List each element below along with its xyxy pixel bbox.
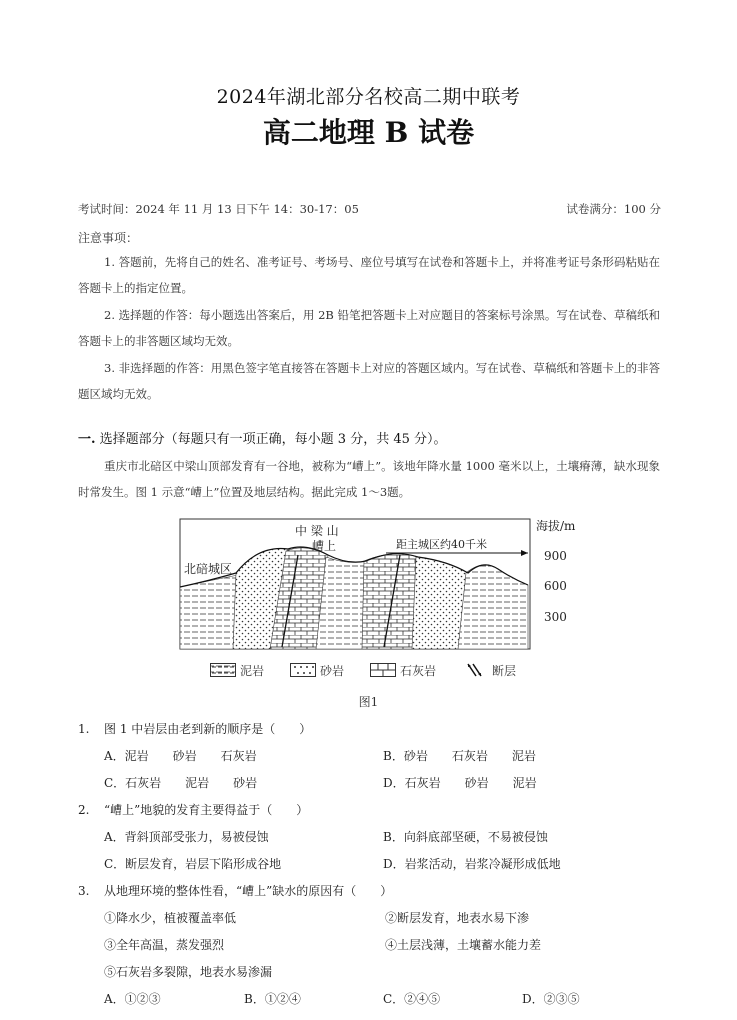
tick-600: 600: [544, 579, 567, 593]
exam-main-title: 高二地理 B 试卷: [262, 116, 475, 149]
q2-option-a[interactable]: A．背斜顶部受张力，易被侵蚀: [104, 830, 269, 844]
legend-sandstone-label: 砂岩: [320, 663, 345, 678]
q1-option-b[interactable]: B．砂岩 石灰岩 泥岩: [383, 749, 536, 763]
figure-legend: [210, 660, 540, 680]
mudstone-swatch-icon: [210, 663, 236, 677]
geologic-cross-section: [178, 515, 534, 655]
question-3: [78, 882, 392, 899]
label-valley: 嶆上: [312, 539, 337, 553]
fault-swatch-icon: [462, 663, 488, 677]
tick-900: 900: [544, 549, 567, 563]
notice-item-1: 1. 答题前，先将自己的姓名、准考证号、考场号、座位号填写在试卷和答题卡上，并将准考证号条形码粘贴在答题卡上的指定位置。: [78, 255, 660, 295]
section-title-text: 选择题部分（每题只有一项正确，每小题 3 分，共 45 分）。: [99, 432, 447, 447]
section-number: 一.: [78, 432, 96, 447]
question-number: 1.: [78, 722, 90, 736]
sandstone-swatch-icon: [290, 663, 316, 677]
question-1: [78, 720, 311, 737]
question-stem: “嶆上”地貌的发育主要得益于（ ）: [104, 803, 309, 817]
material-paragraph: 重庆市北碚区中梁山顶部发育有一谷地，被称为“嶆上”。该地年降水量 1000 毫米以上，土壤瘠薄，缺水现象时常发生。图 1 示意“嶆上”位置及地层结构。据此完成 1～3题。: [78, 459, 660, 499]
q3-option-b[interactable]: B．①②④: [244, 992, 301, 1006]
legend-mudstone-label: 泥岩: [240, 663, 265, 678]
q3-statement-3: ③全年高温，蒸发强烈: [104, 938, 225, 952]
question-stem: 图 1 中岩层由老到新的顺序是（ ）: [104, 722, 312, 736]
legend-mudstone: [210, 662, 264, 679]
legend-fault: [462, 662, 516, 679]
q3-option-d[interactable]: D．②③⑤: [522, 992, 580, 1006]
notice-item-3: 3. 非选择题的作答：用黑色签字笔直接答在答题卡上对应的答题区域内。写在试卷、草稿纸和答题卡上的非答题区域均无效。: [78, 361, 660, 401]
question-stem: 从地理环境的整体性看，“嶆上”缺水的原因有（ ）: [104, 884, 393, 898]
exam-header-title: 2024年湖北部分名校高二期中联考: [216, 86, 521, 108]
q3-option-c[interactable]: C．②④⑤: [383, 992, 441, 1006]
q3-statement-5: ⑤石灰岩多裂隙，地表水易渗漏: [104, 965, 273, 979]
q1-option-d[interactable]: D．石灰岩 砂岩 泥岩: [383, 776, 537, 790]
notice-item-2: 2. 选择题的作答：每小题选出答案后，用 2B 铅笔把答题卡上对应题目的答案标号涂黑。写在试卷、草稿纸和答题卡上的非答题区域均无效。: [78, 308, 660, 348]
q1-option-c[interactable]: C．石灰岩 泥岩 砂岩: [104, 776, 258, 790]
legend-fault-label: 断层: [492, 663, 517, 678]
notice-heading: 注意事项：: [78, 231, 139, 245]
elevation-axis: [536, 517, 606, 637]
legend-limestone-label: 石灰岩: [400, 663, 437, 678]
section-title: [78, 428, 447, 447]
full-score: 试卷满分：100 分: [566, 202, 661, 216]
q3-statement-4: ④土层浅薄，土壤蓄水能力差: [385, 938, 542, 952]
legend-sandstone: [290, 662, 344, 679]
q3-statement-2: ②断层发育，地表水易下渗: [385, 911, 530, 925]
q1-option-a[interactable]: A．泥岩 砂岩 石灰岩: [104, 749, 257, 763]
question-number: 2.: [78, 803, 90, 817]
question-2: [78, 801, 308, 818]
q2-option-d[interactable]: D．岩浆活动，岩浆冷凝形成低地: [383, 857, 561, 871]
question-number: 3.: [78, 884, 90, 898]
q3-option-a[interactable]: A．①②③: [104, 992, 161, 1006]
label-distance: 距主城区约40千米: [396, 538, 487, 551]
legend-limestone: [370, 662, 436, 679]
q3-statement-1: ①降水少，植被覆盖率低: [104, 911, 237, 925]
q2-option-c[interactable]: C．断层发育，岩层下陷形成谷地: [104, 857, 282, 871]
figure-caption: 图1: [358, 695, 379, 709]
exam-time: 考试时间：2024 年 11 月 13 日下午 14：30-17：05: [78, 202, 359, 216]
tick-300: 300: [544, 610, 567, 624]
q2-option-b[interactable]: B．向斜底部坚硬，不易被侵蚀: [383, 830, 548, 844]
axis-title: 海拔/m: [536, 519, 576, 533]
label-mountain: 中 梁 山: [295, 524, 339, 538]
label-district: 北碚城区: [184, 562, 233, 576]
limestone-swatch-icon: [370, 663, 396, 677]
